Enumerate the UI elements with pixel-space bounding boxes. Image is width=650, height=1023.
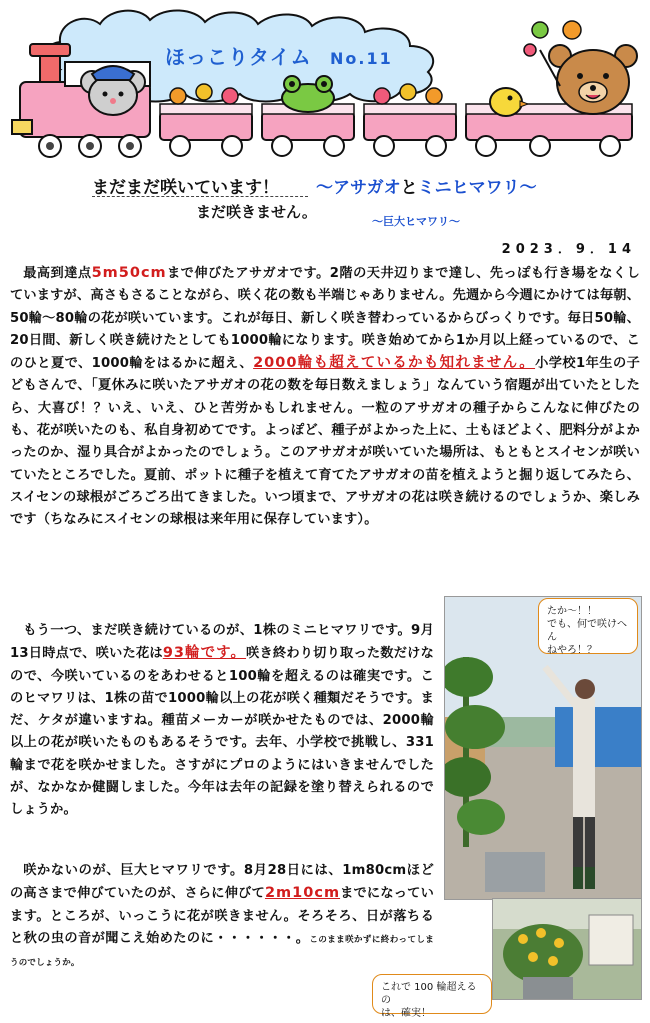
p1-text-c: まで伸びたアサガオです。2階の天井辺りまで達し、先っぽも行き場をなくしていますが、高さもさることながら、咲く花の数も半端じゃありません。先週から今週にかけては毎朝、50輪～80輪の花が咲いています。これが毎日、新しく咲き替わっているからびっくりです。毎日50輪、20日間、新しく咲き続けたとしても1000輪になります。咲き始めてから1か月以上経っているので、このひと夏で、1000輪をはるかに超え、 — [10, 266, 641, 372]
newsletter-title: ほっこりタイム — [165, 45, 312, 69]
issue-number: No.11 — [330, 49, 393, 68]
p1-height-highlight: 5m50cm — [91, 265, 167, 281]
headline-mini-himawari: ミニヒマワリ～ — [417, 178, 537, 198]
bear-character — [524, 21, 637, 114]
headline-not-bloomed: まだ咲きません。 — [196, 203, 317, 221]
headline-line-1 — [92, 173, 279, 198]
bubble-bottom-line-1: これで 100 輪超えるの — [381, 982, 477, 1006]
headline-main: まだまだ咲いています！ — [92, 178, 279, 198]
p2-text-a: もう一つ、まだ咲き続けているのが、1株のミニヒマワリです。9月13日時点で、咲いた花は — [10, 623, 434, 662]
headline-giant-himawari: ～巨大ヒマワリ～ — [372, 215, 460, 228]
train-car-3 — [364, 84, 456, 156]
p3-text-d: このまま咲かずに終わってしまうのでしょうか。 — [10, 934, 435, 969]
p1-count-highlight: 2000輪も超えているかも知れません。 — [253, 355, 536, 372]
speech-bubble-top — [538, 598, 638, 654]
p2-text-c: 咲き終わり切り取った数だけなので、今咲いているのをあわせると100輪を超えるのは確実です。このヒマワリは、1株の苗で1000輪以上の花が咲く種類だそうです。まだ、ケタが違いますね。種苗メーカーが咲かせたものでは、2000輪以上の花が咲いたものもあるそうです。去年、小学校で挑戦し、331輪まで花を咲かせました。さすがにプロのようにはいきませんでしたが、なかなか健闘しました。今年は去年の記録を塗り替えられるのでしょうか。 — [10, 646, 434, 818]
p2-count-highlight: 93輪です。 — [162, 645, 247, 662]
article-paragraph-3 — [10, 860, 434, 974]
photo-potted-sunflowers-image — [493, 899, 641, 999]
headline-line-2 — [196, 201, 317, 222]
article-paragraph-1 — [10, 262, 640, 532]
bubble-top-line-1: たか～！！ — [547, 606, 597, 617]
p3-text-c: までになっています。ところが、いっこうに花が咲きません。そろそろ、日が落ちると秋の虫の音が聞こえ始めたのに・・・・・・。 — [10, 886, 434, 946]
headline-to: と — [400, 178, 418, 198]
publish-date: 2023．9．14 — [501, 242, 636, 257]
p1-text-a: 最高到達点 — [23, 266, 92, 281]
headline-line-2-sub — [372, 210, 460, 229]
headline-divider — [92, 196, 308, 197]
headline-plants — [316, 173, 537, 198]
bubble-bottom-line-2: は、確実！ — [381, 1008, 431, 1019]
p1-text-e: 小学校1年生の子どもさんで、「夏休みに咲いたアサガオの花の数を毎日数えましょう」なんていう宿題が出ていたとしたら、大喜び！？いえ、いえ、ひと苦労かもしれません。一粒のアサガオの種子からこんなに伸びたのも、花が咲いたのも、私自身初めてです。よっぽど、種子がよかった上に、土もほどよく、肥料分がよかったのか、湿り具合がよかったのでしょう。このアサガオが咲いていた場所は、もともとスイセンが咲いていたところでした。夏前、ポットに種子を植えて育てたアサガオの苗を植えようと掘り返してみたら、スイセンの球根がごろごろ出てきました。いつ頃まで、アサガオの花は咲き続けるのでしょうか、楽しみです（ちなみにスイセンの球根は来年用に保存しています）。 — [10, 356, 641, 528]
photo-potted-sunflowers — [492, 898, 642, 1000]
bubble-top-line-3: ねやろ！？ — [547, 645, 597, 656]
train-car-1 — [160, 84, 252, 156]
bubble-top-line-2: でも、何で咲けへん — [547, 619, 627, 643]
headline-asagao: ～アサガオ — [316, 178, 401, 198]
header-illustration — [0, 0, 650, 168]
p3-text-a: 咲かないのが、巨大ヒマワリです。8月28日には、1m80cmほどの高さまで伸びていたのが、さらに伸びて — [10, 863, 434, 902]
speech-bubble-bottom — [372, 974, 492, 1019]
p3-height-highlight: 2m10cm — [264, 885, 341, 902]
article-paragraph-2 — [10, 620, 434, 822]
